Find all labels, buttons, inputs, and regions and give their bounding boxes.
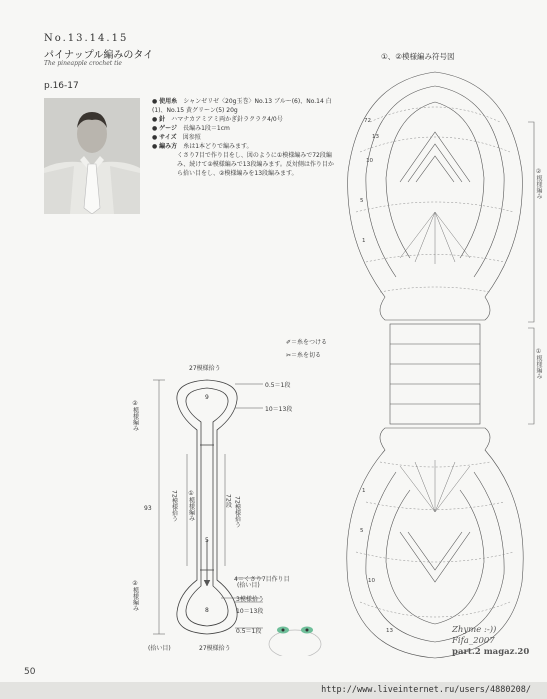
row-bottom-2: 0.5＝1段 <box>236 628 262 635</box>
pattern1-vertical: ①模様編み <box>187 490 195 521</box>
row-label: 1 <box>362 238 366 244</box>
row-label: 5 <box>360 528 364 534</box>
row-label: 5 <box>360 198 364 204</box>
attach-yarn-icon: ✐ <box>286 339 292 346</box>
crochet-symbol-chart <box>330 62 540 662</box>
chart-label-pattern2: ②模様編み <box>535 168 542 199</box>
row-top-1: 0.5＝1段 <box>265 382 291 389</box>
pattern-title: パイナップル編みのタイ <box>44 50 154 61</box>
row-label: 72 <box>364 118 371 124</box>
pick72-right-vertical: 72模様拾う <box>233 496 241 528</box>
bullet-icon: ● <box>152 125 160 132</box>
cat-watermark-icon <box>265 616 325 656</box>
spec-key: 針 <box>159 116 166 123</box>
rows72-vertical: 72段 <box>224 494 232 508</box>
spec-row <box>152 115 337 124</box>
spec-value: シャンゼリゼ〈20g玉巻〉No.13 ブルー(6)、No.14 白(1)、No.15 黄グリーン(5) 20g <box>152 98 332 114</box>
nine-label: 9 <box>205 394 209 401</box>
bullet-icon: ● <box>152 116 160 123</box>
eight-label: 8 <box>205 607 209 614</box>
chart-label-pattern1: ①模様編み <box>535 348 542 379</box>
spec-row <box>152 142 337 151</box>
spec-value: ハマナカアミアミ両かぎ針ラクラク4/0号 <box>171 116 283 123</box>
row-top-2: 10＝13段 <box>265 406 293 413</box>
five-label: 5 <box>205 537 209 544</box>
spec-value: 図参照 <box>182 134 201 141</box>
spec-row <box>152 124 337 133</box>
pattern2-bottom-vertical: ②模様編み <box>131 580 139 611</box>
model-photo-illustration <box>44 98 140 214</box>
page-reference: p.16-17 <box>44 81 79 91</box>
pick-note-label: (拾い目) <box>148 645 171 652</box>
spec-value: 糸は1本どりで編みます。 <box>183 143 253 150</box>
chart-title: ①、②模様編み符号図 <box>381 52 455 61</box>
spec-row <box>152 97 337 115</box>
source-url-bar[interactable]: http://www.liveinternet.ru/users/4880208/ <box>0 682 547 699</box>
legend-cut: ✂＝糸を切る <box>286 352 322 359</box>
spec-row <box>152 133 337 142</box>
row-label: 13 <box>372 134 379 140</box>
row-bottom-1: 10＝13段 <box>236 608 264 615</box>
cut-yarn-icon: ✂ <box>286 352 292 359</box>
spec-key: 編み方 <box>159 143 178 150</box>
start-label: 4＝くさり7目作り目 <box>234 576 290 583</box>
method-text: くさり7目で作り目をし、図のように①模様編みで72段編み、続けて②模様編みで13段編みます。反対側は作り目から拾い目をし、②模様編みを13段編みます。 <box>177 152 334 177</box>
spec-key: 使用糸 <box>159 98 178 105</box>
materials-list <box>152 97 337 178</box>
pattern2-top-vertical: ②模様編み <box>131 400 139 431</box>
pattern-subtitle: The pineapple crochet tie <box>44 60 122 67</box>
spec-value: 長編み1段＝1cm <box>183 125 230 132</box>
pick3-label: 3模様拾う <box>236 596 264 603</box>
bullet-icon: ● <box>152 134 160 141</box>
pattern-number: No.13.14.15 <box>44 33 129 44</box>
pick-note2-label: (拾い目) <box>237 582 260 589</box>
row-label: 10 <box>368 578 375 584</box>
pick72-vertical: 72模様拾う <box>170 490 178 522</box>
bullet-icon: ● <box>152 143 160 150</box>
legend-attach: ✐＝糸をつける <box>286 339 328 346</box>
total-length: 93 <box>144 505 152 512</box>
bullet-icon: ● <box>152 98 160 105</box>
top-pick-label: 27模様拾う <box>189 365 221 372</box>
bottom-pick-label: 27模様拾う <box>199 645 231 652</box>
row-label: 10 <box>366 158 373 164</box>
spec-key: サイズ <box>159 134 177 141</box>
row-label: 1 <box>362 488 366 494</box>
row-label: 13 <box>386 628 393 634</box>
signature: Zhyme :-)) Fifa_2007 part.2 magaz.20 <box>452 625 530 657</box>
page-number: 50 <box>24 667 36 677</box>
model-photo <box>44 98 140 214</box>
spec-key: ゲージ <box>159 125 178 132</box>
